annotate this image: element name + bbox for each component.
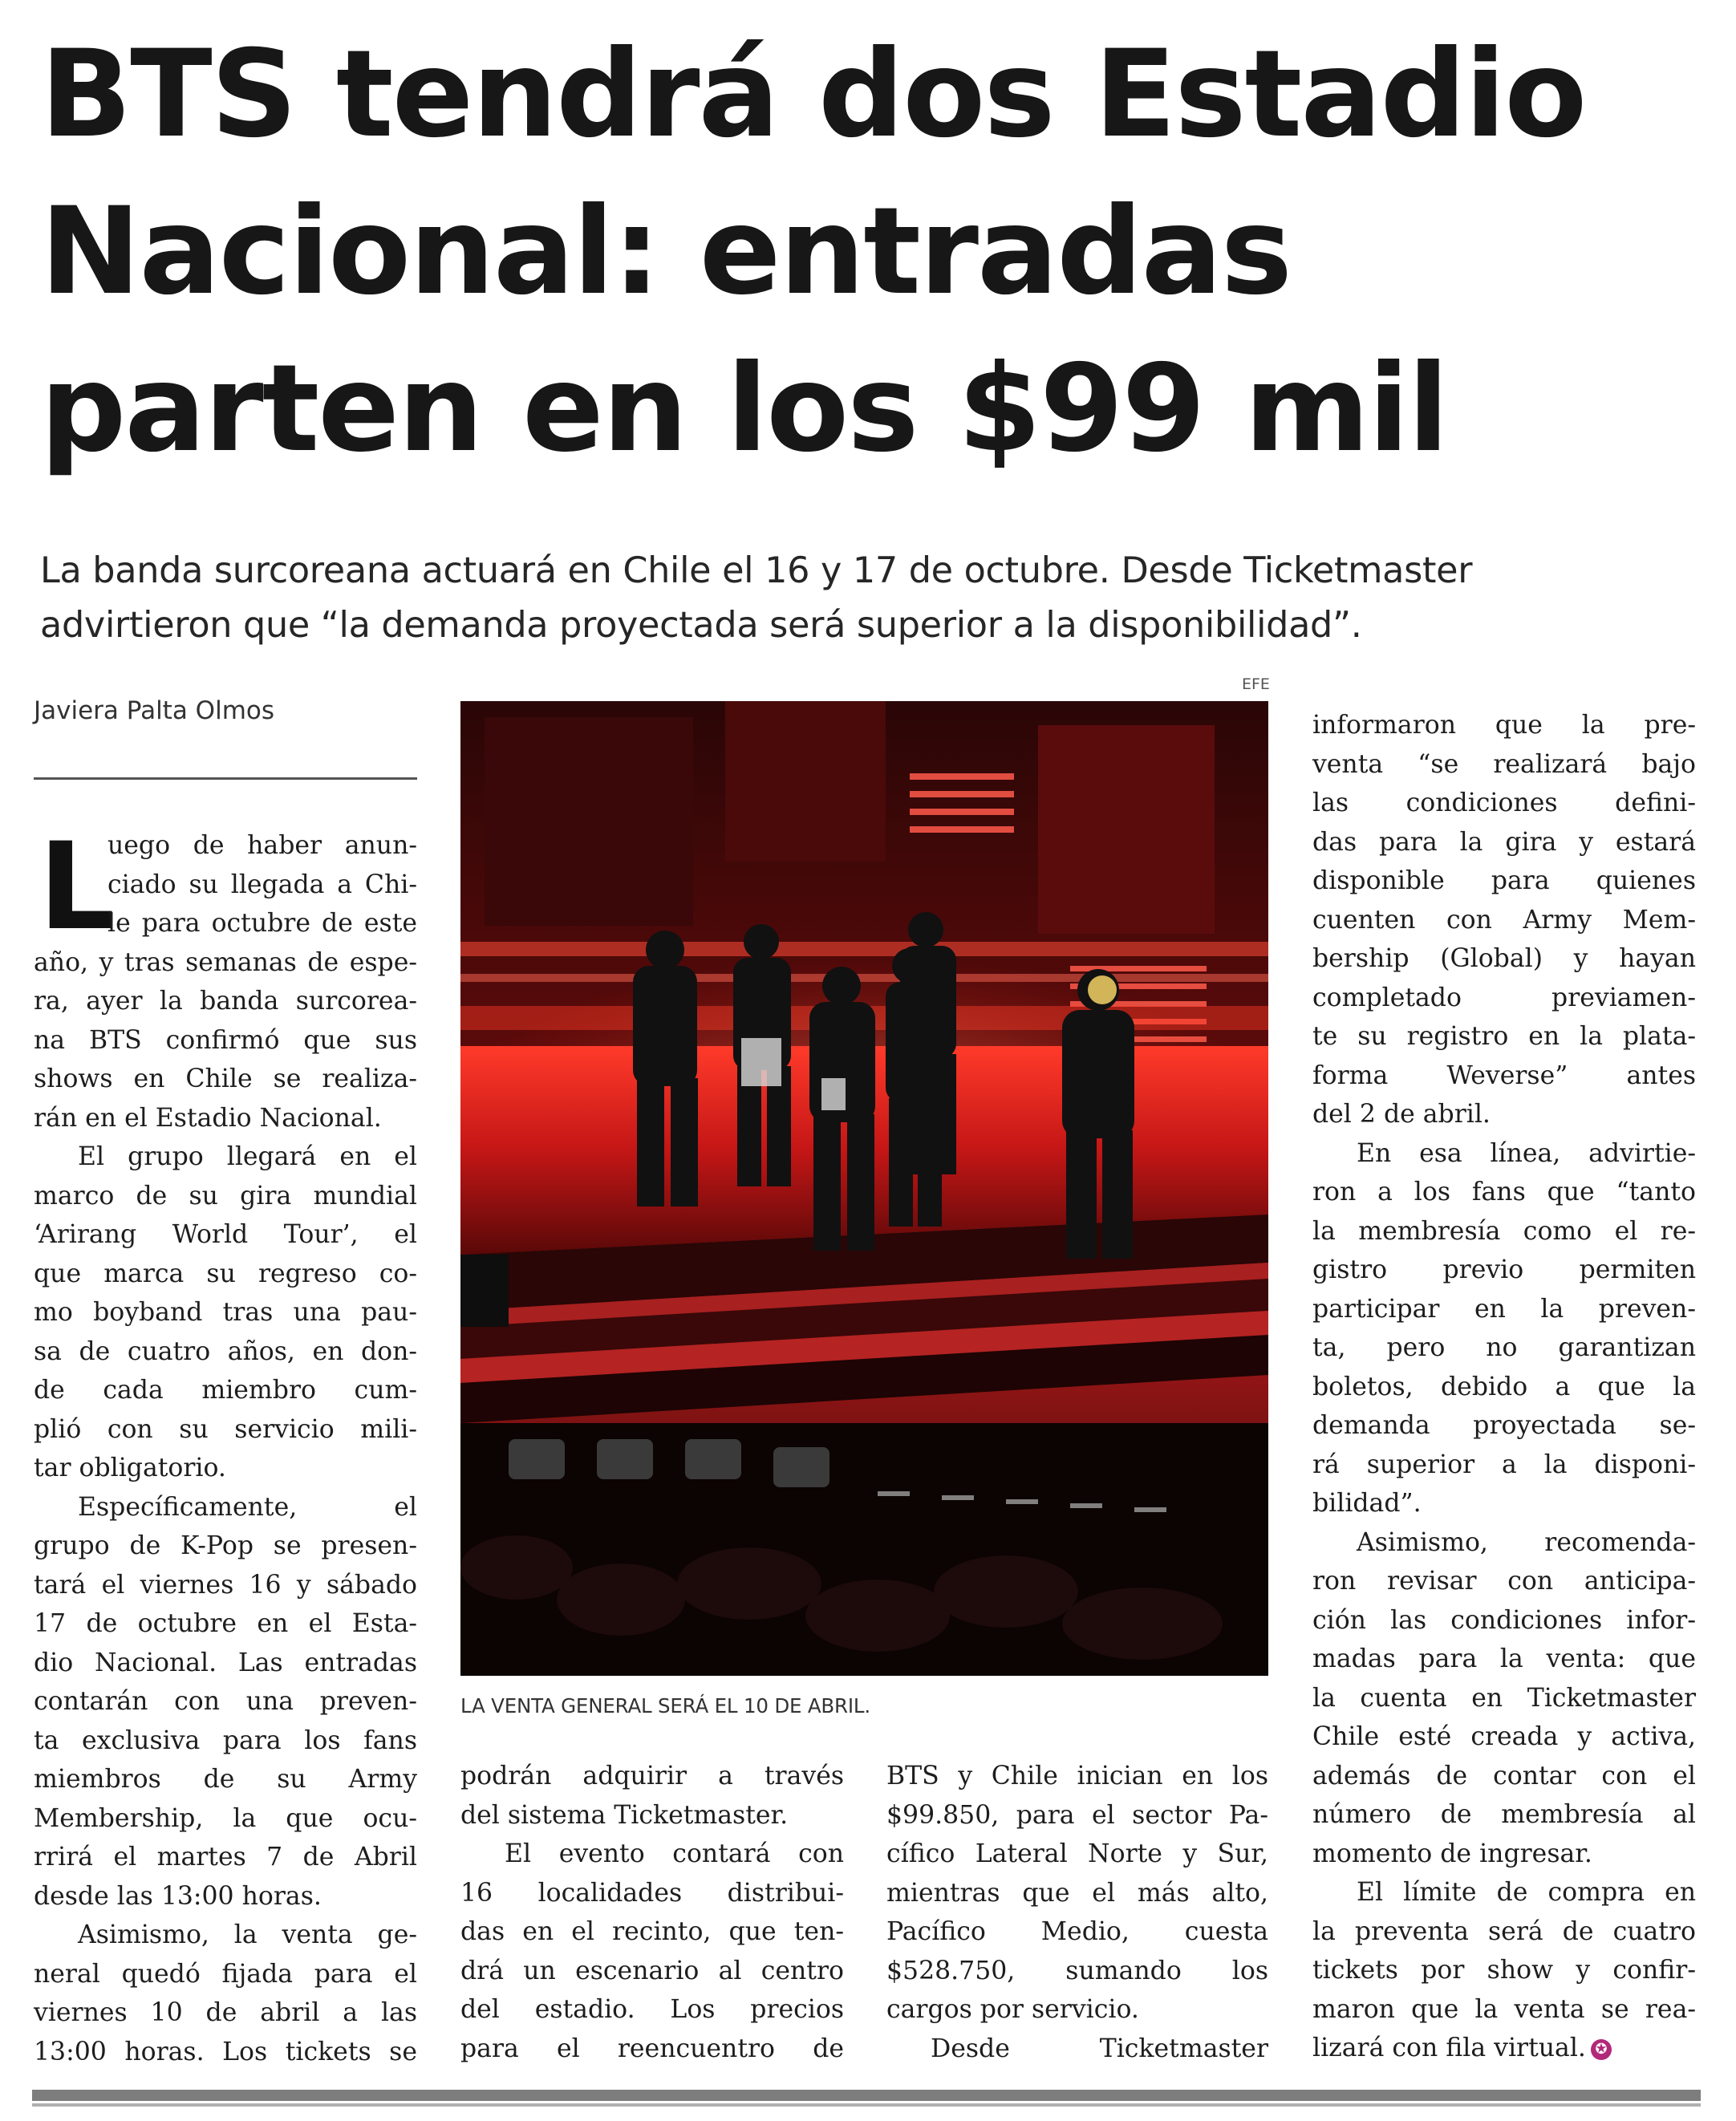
col4-line: ron revisar con anticipa-: [1312, 1567, 1696, 1596]
col2-line: das en el recinto, que ten-: [460, 1917, 844, 1946]
col4-line: bilidad”.: [1312, 1489, 1422, 1518]
col1-line: neral quedó fijada para el: [34, 1959, 417, 1989]
col1-line: marco de su gira mundial: [34, 1181, 417, 1211]
col4-line: Chile esté creada y activa,: [1312, 1722, 1696, 1751]
col4-line-last: [1312, 2029, 1696, 2068]
column-2: [460, 1757, 844, 2068]
col1-line: miembros de su Army: [34, 1765, 417, 1794]
col3-line: BTS y Chile inician en los: [886, 1762, 1268, 1790]
col2-line: 16 localidades distribui-: [460, 1878, 844, 1908]
deck-line-1: La banda surcoreana actuará en Chile el 16 y 17 de octubre. Desde Ticketmaster: [40, 550, 1473, 591]
col1-line: ‘Arirang World Tour’, el: [34, 1220, 417, 1249]
byline-divider: [34, 777, 417, 780]
photo-caption: LA VENTA GENERAL SERÁ EL 10 DE ABRIL.: [460, 1694, 870, 1717]
col3-line: mientras que el más alto,: [886, 1878, 1268, 1908]
col1-line: grupo de K-Pop se presen-: [34, 1531, 417, 1560]
deck: [40, 544, 1709, 653]
col4-line: la membresía como el re-: [1312, 1216, 1696, 1246]
col1-line: ciado su llegada a Chi-: [107, 870, 417, 899]
deck-line-2: advirtieron que “la demanda proyectada será superior a la disponibilidad”.: [40, 605, 1362, 646]
col1-line: rán en el Estadio Nacional.: [34, 1103, 382, 1133]
col1-line: ta exclusiva para los fans: [34, 1726, 417, 1755]
col1-line: shows en Chile se realiza-: [34, 1065, 417, 1093]
col4-line: completado previamen-: [1312, 983, 1696, 1012]
col4-line: del 2 de abril.: [1312, 1100, 1491, 1129]
col4-line: ron a los fans que “tanto: [1312, 1178, 1696, 1206]
col2-line: podrán adquirir a través: [460, 1762, 844, 1790]
col4-line: momento de ingresar.: [1312, 1839, 1592, 1868]
col4-final-text: lizará con fila virtual.: [1312, 2034, 1586, 2062]
col1-line: 13:00 horas. Los tickets se: [34, 2037, 417, 2066]
col1-line: desde las 13:00 horas.: [34, 1881, 322, 1911]
photo-credit: EFE: [1242, 675, 1270, 693]
headline-line-2: Nacional: entradas: [40, 182, 1292, 322]
col2-line: del estadio. Los precios: [460, 1995, 844, 2024]
column-3: [886, 1757, 1268, 2068]
col3-line: cargos por servicio.: [886, 1995, 1139, 2024]
col4-line: te su registro en la plata-: [1312, 1022, 1696, 1051]
col4-line: además de contar con el: [1312, 1761, 1696, 1790]
col1-line: Membership, la que ocu-: [34, 1803, 417, 1833]
col4-line: boletos, debido a que la: [1312, 1372, 1696, 1401]
col3-line: Pacífico Medio, cuesta: [886, 1917, 1268, 1946]
col4-line: disponible para quienes: [1312, 866, 1696, 895]
bottom-rule-thin: [32, 2103, 1701, 2107]
col1-line: plió con su servicio mili-: [34, 1414, 417, 1444]
concert-photo: [460, 701, 1268, 1676]
column-1: [34, 817, 417, 2071]
col4-line: En esa línea, advirtie-: [1357, 1138, 1696, 1168]
byline: Javiera Palta Olmos: [34, 696, 275, 725]
col1-line: Específicamente, el: [78, 1492, 417, 1522]
col1-line: dio Nacional. Las entradas: [34, 1648, 417, 1677]
col3-line: $99.850, para el sector Pa-: [886, 1800, 1268, 1830]
col1-line: rrirá el martes 7 de Abril: [34, 1843, 417, 1872]
col4-line: número de membresía al: [1312, 1800, 1696, 1829]
col4-line: venta “se realizará bajo: [1312, 749, 1696, 779]
col4-line: tickets por show y confir-: [1312, 1956, 1696, 1985]
col3-line: cífico Lateral Norte y Sur,: [886, 1839, 1268, 1868]
col1-line: ra, ayer la banda surcorea-: [34, 987, 417, 1016]
headline-line-1: BTS tendrá dos Estadio: [40, 25, 1586, 164]
col1-line: que marca su regreso co-: [34, 1259, 417, 1288]
headline: [40, 16, 1693, 488]
col1-line: mo boyband tras una pau-: [34, 1298, 417, 1327]
col1-line: tará el viernes 16 y sábado: [34, 1570, 417, 1600]
col2-line: para el reencuentro de: [460, 2034, 844, 2063]
col3-line: Desde Ticketmaster: [931, 2034, 1268, 2063]
col2-line: El evento contará con: [505, 1839, 844, 1868]
col4-line: ción las condiciones infor-: [1312, 1605, 1696, 1635]
col1-line: sa de cuatro años, en don-: [34, 1336, 417, 1366]
col1-line: contarán con una preven-: [34, 1687, 417, 1716]
col3-line: $528.750, sumando los: [886, 1956, 1268, 1985]
column-4: [1312, 706, 1696, 2068]
col2-line: drá un escenario al centro: [460, 1956, 844, 1985]
col1-line: tar obligatorio.: [34, 1454, 226, 1482]
col4-line: das para la gira y estará: [1312, 827, 1696, 857]
col1-line: Asimismo, la venta ge-: [78, 1920, 417, 1949]
col1-line: na BTS confirmó que sus: [34, 1025, 417, 1055]
drop-cap: L: [39, 817, 116, 957]
col4-line: El límite de compra en: [1357, 1878, 1696, 1907]
col4-line: demanda proyectada se-: [1312, 1411, 1696, 1440]
col4-line: la preventa será de cuatro: [1312, 1916, 1696, 1946]
col2-line: del sistema Ticketmaster.: [460, 1800, 789, 1830]
col4-line: ta, pero no garantizan: [1312, 1333, 1696, 1362]
col4-line: maron que la venta se rea-: [1312, 1994, 1696, 2024]
col4-line: informaron que la pre-: [1312, 711, 1696, 740]
col1-line: 17 de octubre en el Esta-: [34, 1609, 417, 1638]
col4-line: cuenten con Army Mem-: [1312, 905, 1696, 935]
col4-line: bership (Global) y hayan: [1312, 944, 1696, 973]
headline-line-3: parten en los $99 mil: [40, 339, 1448, 479]
col1-line: viernes 10 de abril a las: [34, 1998, 417, 2027]
col4-line: Asimismo, recomenda-: [1357, 1527, 1696, 1557]
col4-line: participar en la preven-: [1312, 1294, 1696, 1324]
col4-line: rá superior a la disponi-: [1312, 1450, 1696, 1479]
bottom-rule: [32, 2090, 1701, 2101]
col1-line: uego de haber anun-: [107, 831, 417, 860]
end-mark-icon: ✪: [1591, 2039, 1612, 2060]
col1-line: El grupo llegará en el: [78, 1142, 417, 1171]
col1-line: de cada miembro cum-: [34, 1376, 417, 1405]
col4-line: forma Weverse” antes: [1312, 1060, 1696, 1090]
col4-line: la cuenta en Ticketmaster: [1312, 1683, 1696, 1713]
col1-line: año, y tras semanas de espe-: [34, 947, 417, 977]
col1-line: le para octubre de este: [107, 909, 417, 938]
col4-line: gistro previo permiten: [1312, 1255, 1696, 1284]
col4-line: madas para la venta: que: [1312, 1644, 1696, 1673]
col4-line: las condiciones defini-: [1312, 789, 1696, 817]
